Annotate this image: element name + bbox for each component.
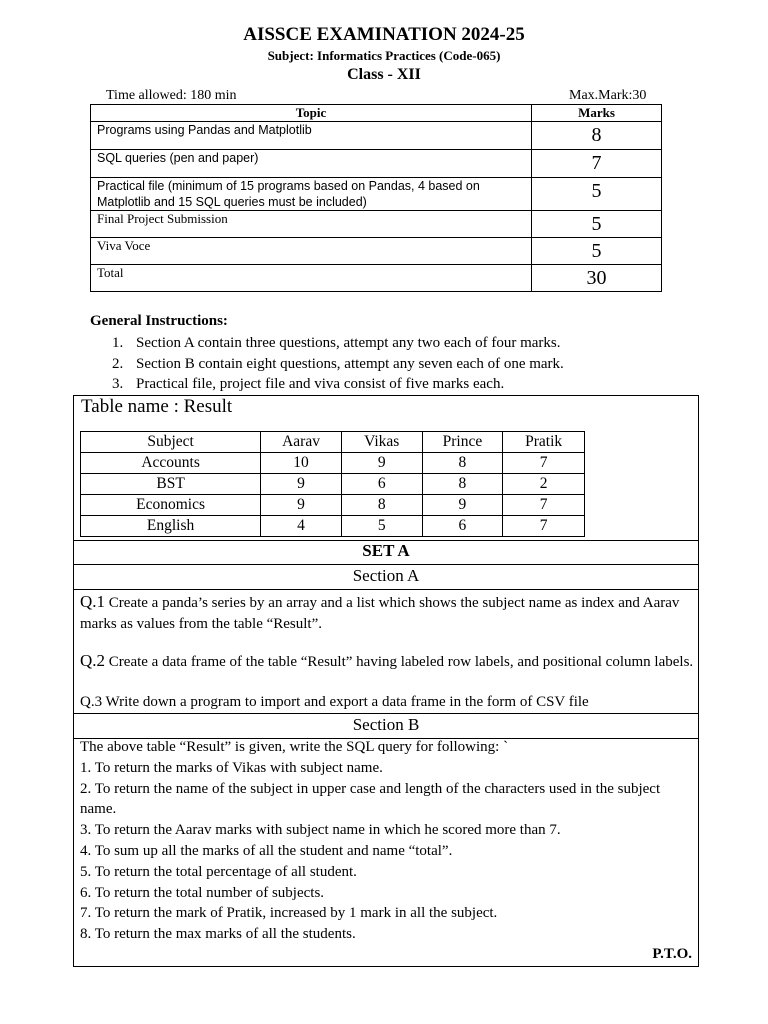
table-cell: 5 <box>341 516 422 537</box>
list-item <box>112 333 712 354</box>
topic-cell: Viva Voce <box>91 238 532 265</box>
table-cell: 7 <box>503 495 585 516</box>
marks-cell: 7 <box>532 150 662 178</box>
question-text: Create a panda’s series by an array and a list which shows the subject name as index and Aarav marks as values from the table “Result”. <box>80 595 680 632</box>
list-item: 7. To return the mark of Pratik, increased by 1 mark in all the subject. <box>80 905 498 922</box>
topic-cell: Final Project Submission <box>91 211 532 238</box>
table-cell: English <box>81 516 261 537</box>
section-b-intro: The above table “Result” is given, write the SQL query for following: ` <box>80 739 509 755</box>
table-cell: 9 <box>422 495 503 516</box>
table-row <box>91 150 662 178</box>
result-table-label: Table name : Result <box>81 396 233 417</box>
table-cell: 6 <box>422 516 503 537</box>
marks-table-header <box>91 105 662 122</box>
table-row <box>91 265 662 292</box>
list-item: 2. To return the name of the subject in upper case and length of the characters used in the subject name. <box>80 780 661 818</box>
table-cell: 7 <box>503 453 585 474</box>
table-row <box>91 211 662 238</box>
set-title: SET A <box>362 541 410 560</box>
question-number: Q.1 <box>80 592 106 611</box>
pto-label: P.T.O. <box>652 946 692 962</box>
table-cell: 2 <box>503 474 585 495</box>
table-cell: 7 <box>503 516 585 537</box>
table-row <box>81 516 585 537</box>
table-row <box>91 178 662 211</box>
divider <box>73 713 699 714</box>
list-item: 1. To return the marks of Vikas with subject name. <box>80 759 383 776</box>
column-header: Vikas <box>341 432 422 453</box>
table-cell: 8 <box>422 453 503 474</box>
subject-line: Subject: Informatics Practices (Code-065) <box>267 48 501 63</box>
topic-cell: SQL queries (pen and paper) <box>91 150 532 178</box>
table-cell: 4 <box>261 516 342 537</box>
divider <box>73 589 699 590</box>
marks-cell: 5 <box>532 211 662 238</box>
divider <box>73 564 699 565</box>
table-row <box>91 122 662 150</box>
column-header: Aarav <box>261 432 342 453</box>
exam-title: AISSCE EXAMINATION 2024-25 <box>243 24 525 45</box>
table-cell: 9 <box>261 474 342 495</box>
topic-cell: Practical file (minimum of 15 programs based on Pandas, 4 based on Matplotlib and 15 SQL queries must be included) <box>91 178 532 211</box>
list-item-number: 2. <box>112 355 124 372</box>
list-item-number: 3. <box>112 376 124 392</box>
table-cell: 8 <box>422 474 503 495</box>
result-table <box>80 431 585 537</box>
list-item: 8. To return the max marks of all the students. <box>80 926 356 943</box>
table-cell: 9 <box>261 495 342 516</box>
max-mark: Max.Mark:30 <box>569 88 647 103</box>
table-row <box>81 474 585 495</box>
column-header: Prince <box>422 432 503 453</box>
topic-cell: Programs using Pandas and Matplotlib <box>91 122 532 150</box>
question-2 <box>80 650 694 673</box>
section-b-title: Section B <box>352 715 420 734</box>
time-allowed: Time allowed: 180 min <box>106 88 237 103</box>
table-row <box>91 238 662 265</box>
table-cell: Accounts <box>81 453 261 474</box>
list-item: 4. To sum up all the marks of all the student and name “total”. <box>80 842 453 859</box>
list-item: 6. To return the total number of subjects. <box>80 884 325 901</box>
marks-cell: 8 <box>532 122 662 150</box>
table-cell: 8 <box>341 495 422 516</box>
topic-header: Topic <box>91 105 532 122</box>
table-cell: 10 <box>261 453 342 474</box>
list-item-text: Practical file, project file and viva consist of five marks each. <box>136 376 505 392</box>
list-item-number: 1. <box>112 335 124 351</box>
question-1 <box>80 591 694 635</box>
list-item <box>112 374 712 395</box>
marks-cell: 30 <box>532 265 662 292</box>
section-a-title: Section A <box>352 566 420 585</box>
column-header: Pratik <box>503 432 585 453</box>
question-3: Q.3 Write down a program to import and export a data frame in the form of CSV file <box>80 694 589 710</box>
table-row <box>81 495 585 516</box>
table-cell: Economics <box>81 495 261 516</box>
question-text: Create a data frame of the table “Result” having labeled row labels, and positional column labels. <box>105 654 694 670</box>
table-cell: 6 <box>341 474 422 495</box>
table-row <box>81 453 585 474</box>
list-item: 5. To return the total percentage of all student. <box>80 863 357 880</box>
marks-cell: 5 <box>532 178 662 211</box>
table-cell: BST <box>81 474 261 495</box>
question-number: Q.2 <box>80 651 106 670</box>
column-header: Subject <box>81 432 261 453</box>
list-item-text: Section B contain eight questions, attempt any seven each of one mark. <box>136 355 564 372</box>
result-table-header <box>81 432 585 453</box>
list-item: 3. To return the Aarav marks with subject name in which he scored more than 7. <box>80 822 561 839</box>
table-cell: 9 <box>341 453 422 474</box>
list-item-text: Section A contain three questions, attempt any two each of four marks. <box>136 335 561 351</box>
marks-cell: 5 <box>532 238 662 265</box>
general-instructions-list <box>112 333 712 395</box>
class-line: Class - XII <box>347 66 421 83</box>
topic-cell: Total <box>91 265 532 292</box>
marks-header: Marks <box>532 105 662 122</box>
marks-table <box>90 104 662 292</box>
section-b-list <box>80 737 694 945</box>
list-item <box>112 354 712 375</box>
general-instructions-heading: General Instructions: <box>90 313 228 329</box>
